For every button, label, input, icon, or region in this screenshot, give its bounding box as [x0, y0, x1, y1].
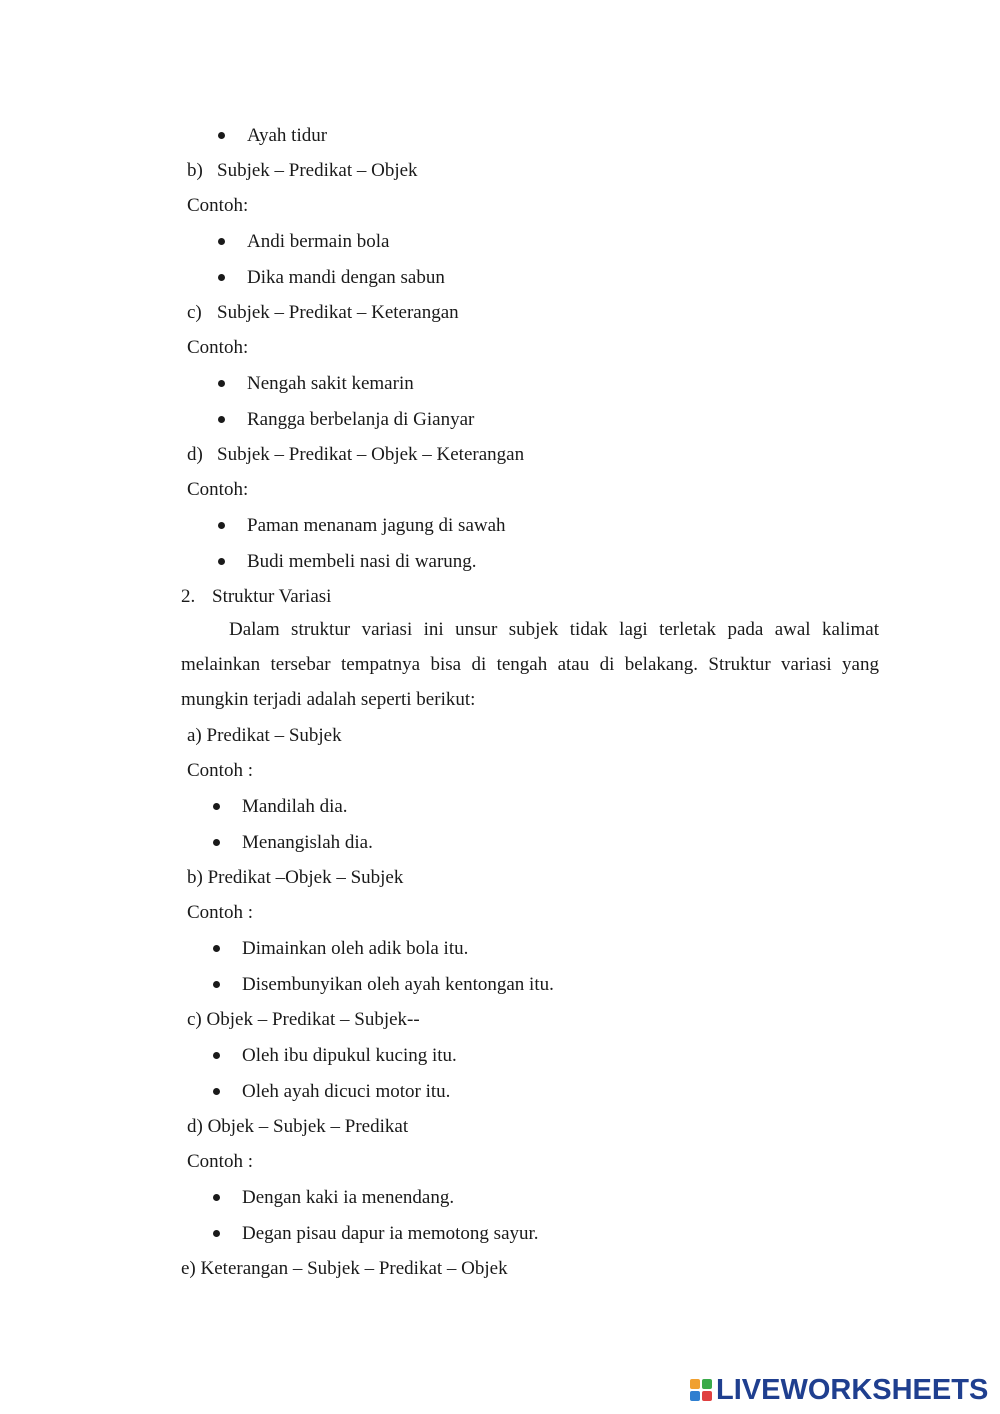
list-item-text: Dengan kaki ia menendang.: [242, 1187, 455, 1208]
section-heading: e) Keterangan – Subjek – Predikat – Objek: [181, 1258, 508, 1279]
section-heading: b) Predikat –Objek – Subjek: [187, 867, 404, 888]
list-item-text: Oleh ibu dipukul kucing itu.: [242, 1045, 457, 1066]
section-heading: [187, 160, 418, 181]
example-label: Contoh :: [187, 760, 253, 781]
example-label: Contoh:: [187, 195, 249, 216]
list-item-text: Disembunyikan oleh ayah kentongan itu.: [242, 974, 554, 995]
list-item-text: Andi bermain bola: [247, 231, 390, 252]
section-heading: d) Objek – Subjek – Predikat: [187, 1116, 409, 1137]
list-item-text: Oleh ayah dicuci motor itu.: [242, 1081, 451, 1102]
example-label: Contoh:: [187, 337, 249, 358]
list-item-text: Dika mandi dengan sabun: [247, 267, 445, 288]
example-label: Contoh:: [187, 479, 249, 500]
list-item-text: Budi membeli nasi di warung.: [247, 551, 477, 572]
bullet-icon: [213, 839, 220, 846]
logo-mark-icon: [690, 1379, 712, 1401]
list-label: c): [187, 302, 202, 323]
list-item-text: Mandilah dia.: [242, 796, 348, 817]
liveworksheets-logo: [690, 1374, 988, 1406]
section-title: [181, 586, 332, 607]
list-item-text: Nengah sakit kemarin: [247, 373, 414, 394]
heading-text: Subjek – Predikat – Objek: [217, 160, 418, 181]
list-item-text: Rangga berbelanja di Gianyar: [247, 409, 475, 430]
section-title-text: Struktur Variasi: [212, 586, 332, 607]
bullet-icon: [213, 1052, 220, 1059]
bullet-icon: [213, 945, 220, 952]
heading-text: Subjek – Predikat – Keterangan: [217, 302, 459, 323]
bullet-icon: [213, 1230, 220, 1237]
example-label: Contoh :: [187, 902, 253, 923]
section-number: 2.: [181, 586, 196, 607]
bullet-icon: [218, 416, 225, 423]
bullet-icon: [213, 981, 220, 988]
list-item-text: Ayah tidur: [247, 125, 328, 146]
bullet-icon: [218, 558, 225, 565]
section-heading: c) Objek – Predikat – Subjek--: [187, 1009, 420, 1030]
bullet-icon: [218, 274, 225, 281]
section-heading: [187, 444, 525, 465]
bullet-icon: [213, 1194, 220, 1201]
section-heading: a) Predikat – Subjek: [187, 725, 342, 746]
list-item-text: Dimainkan oleh adik bola itu.: [242, 938, 469, 959]
list-label: d): [187, 444, 203, 465]
bullet-icon: [218, 238, 225, 245]
bullet-icon: [218, 132, 225, 139]
list-item-text: Degan pisau dapur ia memotong sayur.: [242, 1223, 539, 1244]
heading-text: Subjek – Predikat – Objek – Keterangan: [217, 444, 525, 465]
section-heading: [187, 302, 459, 323]
bullet-icon: [218, 522, 225, 529]
example-label: Contoh :: [187, 1151, 253, 1172]
list-label: b): [187, 160, 203, 181]
list-item-text: Menangislah dia.: [242, 832, 373, 853]
bullet-icon: [218, 380, 225, 387]
list-item-text: Paman menanam jagung di sawah: [247, 515, 506, 536]
logo-text: LIVEWORKSHEETS: [716, 1373, 989, 1406]
bullet-icon: [213, 803, 220, 810]
body-paragraph: Dalam struktur variasi ini unsur subjek tidak lagi terletak pada awal kalimat melainkan tersebar tempatnya bisa di tengah atau di belakang. Struktur variasi yang mungkin terjadi adalah seperti berikut:: [181, 619, 879, 710]
bullet-icon: [213, 1088, 220, 1095]
